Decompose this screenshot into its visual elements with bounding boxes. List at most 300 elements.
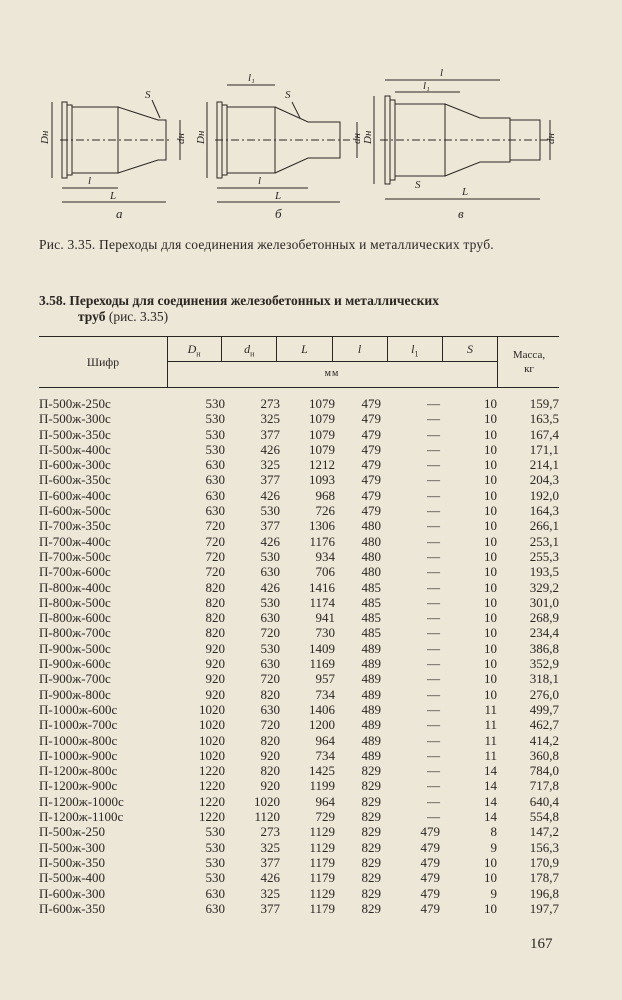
cell-shifr: П-1200ж-900с [39,778,118,794]
table-row [39,687,559,702]
cell-l1: — [427,793,440,809]
cell-Dn: 820 [205,579,225,595]
cell-shifr: П-700ж-350с [39,518,111,534]
cell-S: 10 [484,426,497,442]
cell-l1: — [427,503,440,519]
cell-L: 1200 [309,717,335,733]
cell-l1: 479 [420,824,440,840]
cell-S: 11 [484,732,497,748]
cell-l1: — [427,487,440,503]
drawing-panel-a [52,100,180,202]
cell-dn: 630 [260,656,280,672]
cell-S: 10 [484,870,497,886]
cell-L: 1406 [309,701,335,717]
cell-S: 10 [484,503,497,519]
cell-mass: 462,7 [529,717,559,733]
cell-shifr: П-700ж-600с [39,564,111,580]
table-header-rule [39,387,559,388]
cell-l: 489 [361,747,381,763]
cell-Dn: 530 [205,441,225,457]
cell-mass: 301,0 [529,594,559,610]
cell-S: 10 [484,518,497,534]
cell-S: 10 [484,472,497,488]
cell-dn: 530 [260,503,280,519]
label-l-c: l [440,67,444,79]
cell-S: 10 [484,854,497,870]
figure-3-35 [30,60,590,230]
cell-l1: — [427,411,440,427]
cell-Dn: 630 [205,457,225,473]
cell-dn: 820 [260,686,280,702]
cell-l1: 479 [420,885,440,901]
label-L-c: L [462,186,469,198]
cell-dn: 325 [260,885,280,901]
cell-mass: 156,3 [529,839,559,855]
cell-l: 829 [361,885,381,901]
table-row [39,671,559,686]
cell-dn: 820 [260,732,280,748]
cell-mass: 554,8 [529,809,559,825]
cell-S: 10 [484,396,497,411]
cell-dn: 1120 [254,809,280,825]
cell-dn: 630 [260,610,280,626]
cell-shifr: П-500ж-350с [39,426,111,442]
cell-S: 10 [484,533,497,549]
cell-S: 10 [484,625,497,641]
cell-dn: 820 [260,763,280,779]
cell-l1: — [427,640,440,656]
data-table [39,336,559,916]
table-row [39,472,559,487]
cell-L: 1409 [309,640,335,656]
cell-L: 1179 [309,900,335,916]
cell-S: 14 [484,809,497,825]
cell-S: 10 [484,579,497,595]
header-l1: $l_1$ [388,337,443,361]
cell-l: 480 [361,564,381,580]
label-dn-a: dн [175,133,187,144]
cell-S: 14 [484,793,497,809]
cell-dn: 720 [260,625,280,641]
cell-l: 489 [361,732,381,748]
cell-shifr: П-800ж-500с [39,594,111,610]
cell-Dn: 630 [205,885,225,901]
cell-shifr: П-1000ж-900с [39,747,118,763]
cell-l: 829 [361,854,381,870]
cell-l: 479 [361,457,381,473]
header-mass: Масса, кг [497,337,560,387]
cell-l: 479 [361,503,381,519]
cell-shifr: П-500ж-400с [39,441,111,457]
cell-shifr: П-500ж-300 [39,839,106,855]
cell-Dn: 630 [205,900,225,916]
cell-mass: 196,8 [529,885,559,901]
cell-mass: 253,1 [529,533,559,549]
table-row [39,427,559,442]
cell-shifr: П-1200ж-1100с [39,809,124,825]
cell-l: 829 [361,809,381,825]
cell-mass: 414,2 [529,732,559,748]
cell-mass: 255,3 [529,548,559,564]
cell-S: 10 [484,671,497,687]
table-body [39,396,559,916]
cell-Dn: 920 [205,640,225,656]
cell-S: 10 [484,564,497,580]
cell-L: 730 [315,625,335,641]
cell-L: 957 [315,671,335,687]
cell-l1: — [427,625,440,641]
label-L-b: L [275,190,282,202]
cell-l: 489 [361,671,381,687]
cell-S: 10 [484,487,497,503]
cell-l1: — [427,441,440,457]
header-l: l [333,337,388,361]
cell-Dn: 820 [205,594,225,610]
cell-S: 10 [484,656,497,672]
label-S-c: S [415,179,421,191]
cell-shifr: П-500ж-250с [39,396,111,411]
cell-dn: 426 [260,579,280,595]
cell-mass: 640,4 [529,793,559,809]
cell-l1: 479 [420,854,440,870]
page-number: 167 [530,936,553,952]
drawing-panel-c [374,80,555,199]
table-row [39,442,559,457]
cell-shifr: П-1000ж-600с [39,701,118,717]
label-Dn-a: Dн [39,130,51,144]
cell-L: 1079 [309,441,335,457]
cell-mass: 717,8 [529,778,559,794]
cell-S: 11 [484,701,497,717]
cell-dn: 530 [260,640,280,656]
cell-l: 485 [361,594,381,610]
cell-Dn: 720 [205,564,225,580]
cell-Dn: 1020 [199,732,225,748]
label-l-a: l [88,175,92,187]
label-S-b: S [285,89,291,101]
cell-L: 1129 [309,839,335,855]
cell-shifr: П-500ж-400 [39,870,106,886]
cell-mass: 499,7 [529,701,559,717]
cell-dn: 630 [260,701,280,717]
cell-l: 479 [361,487,381,503]
cell-l: 829 [361,839,381,855]
table-row [39,656,559,671]
cell-L: 706 [315,564,335,580]
cell-l: 829 [361,778,381,794]
panel-label-b: б [275,206,282,221]
cell-dn: 426 [260,487,280,503]
cell-dn: 377 [260,518,280,534]
cell-L: 1199 [309,778,335,794]
cell-l1: — [427,426,440,442]
cell-L: 941 [315,610,335,626]
cell-dn: 325 [260,457,280,473]
cell-l1: — [427,518,440,534]
cell-l: 479 [361,411,381,427]
cell-shifr: П-600ж-350 [39,900,106,916]
cell-S: 11 [484,747,497,763]
cell-mass: 197,7 [529,900,559,916]
table-row [39,809,559,824]
table-title-line2: труб [78,309,106,324]
cell-L: 968 [315,487,335,503]
cell-l: 829 [361,763,381,779]
table-row [39,748,559,763]
cell-dn: 1020 [254,793,280,809]
cell-l1: — [427,701,440,717]
table-row [39,794,559,809]
cell-L: 734 [315,686,335,702]
cell-l1: — [427,686,440,702]
cell-l1: — [427,472,440,488]
cell-Dn: 720 [205,548,225,564]
cell-l: 489 [361,640,381,656]
cell-l: 829 [361,824,381,840]
cell-L: 734 [315,747,335,763]
cell-dn: 273 [260,396,280,411]
cell-dn: 273 [260,824,280,840]
table-row [39,855,559,870]
cell-shifr: П-900ж-600с [39,656,111,672]
cell-l: 489 [361,686,381,702]
cell-mass: 163,5 [529,411,559,427]
cell-L: 1179 [309,870,335,886]
cell-L: 726 [315,503,335,519]
cell-shifr: П-600ж-500с [39,503,111,519]
cell-mass: 159,7 [529,396,559,411]
cell-Dn: 630 [205,503,225,519]
cell-dn: 426 [260,533,280,549]
cell-mass: 214,1 [529,457,559,473]
table-row [39,503,559,518]
label-l-b: l [258,175,262,187]
table-row [39,870,559,885]
cell-Dn: 630 [205,472,225,488]
cell-shifr: П-800ж-600с [39,610,111,626]
cell-shifr: П-1000ж-800с [39,732,118,748]
table-row [39,488,559,503]
cell-mass: 360,8 [529,747,559,763]
label-L-a: L [110,190,117,202]
cell-dn: 530 [260,594,280,610]
cell-dn: 325 [260,839,280,855]
panel-label-a: а [116,206,123,221]
cell-S: 10 [484,686,497,702]
cell-L: 934 [315,548,335,564]
table-row [39,595,559,610]
label-l1-c: l₁ [423,80,430,92]
cell-L: 1176 [309,533,335,549]
table-row [39,625,559,640]
cell-shifr: П-600ж-350с [39,472,111,488]
cell-shifr: П-800ж-400с [39,579,111,595]
cell-shifr: П-900ж-500с [39,640,111,656]
cell-l: 489 [361,717,381,733]
cell-l: 829 [361,870,381,886]
cell-S: 14 [484,763,497,779]
table-title-ref: (рис. 3.35) [108,309,169,324]
cell-l: 480 [361,548,381,564]
cell-L: 964 [315,793,335,809]
cell-Dn: 530 [205,426,225,442]
table-row [39,717,559,732]
cell-l: 479 [361,472,381,488]
table-row [39,778,559,793]
cell-dn: 426 [260,870,280,886]
table-number: 3.58. [39,293,66,308]
cell-Dn: 1020 [199,717,225,733]
cell-l1: — [427,809,440,825]
cell-l: 485 [361,625,381,641]
cell-l1: — [427,778,440,794]
cell-Dn: 720 [205,533,225,549]
cell-dn: 720 [260,717,280,733]
cell-mass: 170,9 [529,854,559,870]
header-dn: $d_н$ [222,337,277,361]
header-L: L [277,337,332,361]
cell-mass: 178,7 [529,870,559,886]
table-row [39,610,559,625]
cell-mass: 784,0 [529,763,559,779]
cell-shifr: П-600ж-300с [39,457,111,473]
cell-dn: 325 [260,411,280,427]
cell-shifr: П-1200ж-1000с [39,793,124,809]
drawing-panel-b [207,85,357,202]
cell-S: 9 [490,885,497,901]
cell-L: 1079 [309,411,335,427]
cell-shifr: П-900ж-700с [39,671,111,687]
figure-caption: Рис. 3.35. Переходы для соединения железобетонных и металлических труб. [39,237,494,252]
cell-L: 1425 [309,763,335,779]
cell-l1: — [427,656,440,672]
cell-shifr: П-1200ж-800с [39,763,118,779]
cell-l1: — [427,457,440,473]
table-row [39,824,559,839]
label-dn-c: dн [545,133,557,144]
cell-L: 1212 [309,457,335,473]
cell-S: 10 [484,900,497,916]
cell-shifr: П-900ж-800с [39,686,111,702]
label-S-a: S [145,89,151,101]
cell-l: 480 [361,533,381,549]
cell-mass: 318,1 [529,671,559,687]
cell-shifr: П-600ж-300 [39,885,106,901]
cell-shifr: П-1000ж-700с [39,717,118,733]
cell-Dn: 920 [205,686,225,702]
cell-l1: 479 [420,839,440,855]
cell-Dn: 1220 [199,809,225,825]
cell-L: 1179 [309,854,335,870]
cell-mass: 268,9 [529,610,559,626]
cell-mass: 329,2 [529,579,559,595]
cell-l1: — [427,533,440,549]
cell-Dn: 1020 [199,701,225,717]
table-row [39,702,559,717]
cell-l1: 479 [420,900,440,916]
cell-l: 829 [361,900,381,916]
cell-dn: 377 [260,426,280,442]
cell-dn: 426 [260,441,280,457]
cell-Dn: 630 [205,487,225,503]
cell-dn: 630 [260,564,280,580]
cell-Dn: 530 [205,839,225,855]
cell-mass: 192,0 [529,487,559,503]
cell-mass: 193,5 [529,564,559,580]
table-row [39,641,559,656]
cell-Dn: 920 [205,671,225,687]
cell-l: 485 [361,579,381,595]
table-row [39,763,559,778]
table-row [39,518,559,533]
cell-dn: 720 [260,671,280,687]
cell-mass: 164,3 [529,503,559,519]
cell-l: 479 [361,426,381,442]
cell-S: 9 [490,839,497,855]
cell-Dn: 1020 [199,747,225,763]
cell-S: 10 [484,411,497,427]
cell-shifr: П-500ж-250 [39,824,106,840]
cell-L: 1174 [309,594,335,610]
cell-L: 1306 [309,518,335,534]
cell-l: 485 [361,610,381,626]
table-row [39,411,559,426]
cell-Dn: 530 [205,396,225,411]
cell-S: 10 [484,640,497,656]
cell-shifr: П-600ж-400с [39,487,111,503]
table-header [39,337,559,387]
label-l1-b: l₁ [248,72,255,84]
table-row [39,886,559,901]
cell-Dn: 530 [205,854,225,870]
cell-Dn: 920 [205,656,225,672]
cell-S: 10 [484,457,497,473]
header-dimensions [167,337,497,387]
cell-shifr: П-500ж-350 [39,854,106,870]
cell-l: 479 [361,441,381,457]
header-Dn: $D_н$ [167,337,222,361]
cell-mass: 266,1 [529,518,559,534]
cell-L: 1129 [309,824,335,840]
cell-S: 8 [490,824,497,840]
cell-l1: — [427,732,440,748]
cell-l1: — [427,717,440,733]
cell-shifr: П-800ж-700с [39,625,111,641]
cell-l1: — [427,610,440,626]
cell-dn: 530 [260,548,280,564]
cell-L: 729 [315,809,335,825]
cell-l1: — [427,747,440,763]
header-unit: мм [324,368,340,379]
cell-S: 10 [484,594,497,610]
cell-shifr: П-700ж-500с [39,548,111,564]
cell-l1: — [427,671,440,687]
cell-Dn: 820 [205,625,225,641]
cell-mass: 386,8 [529,640,559,656]
cell-Dn: 820 [205,610,225,626]
header-S: S [466,342,473,356]
cell-L: 1079 [309,426,335,442]
cell-l1: — [427,579,440,595]
table-row [39,534,559,549]
cell-dn: 377 [260,900,280,916]
cell-S: 10 [484,548,497,564]
cell-L: 1129 [309,885,335,901]
label-Dn-b: Dн [195,130,207,144]
cell-shifr: П-500ж-300с [39,411,111,427]
cell-L: 964 [315,732,335,748]
cell-dn: 920 [260,778,280,794]
